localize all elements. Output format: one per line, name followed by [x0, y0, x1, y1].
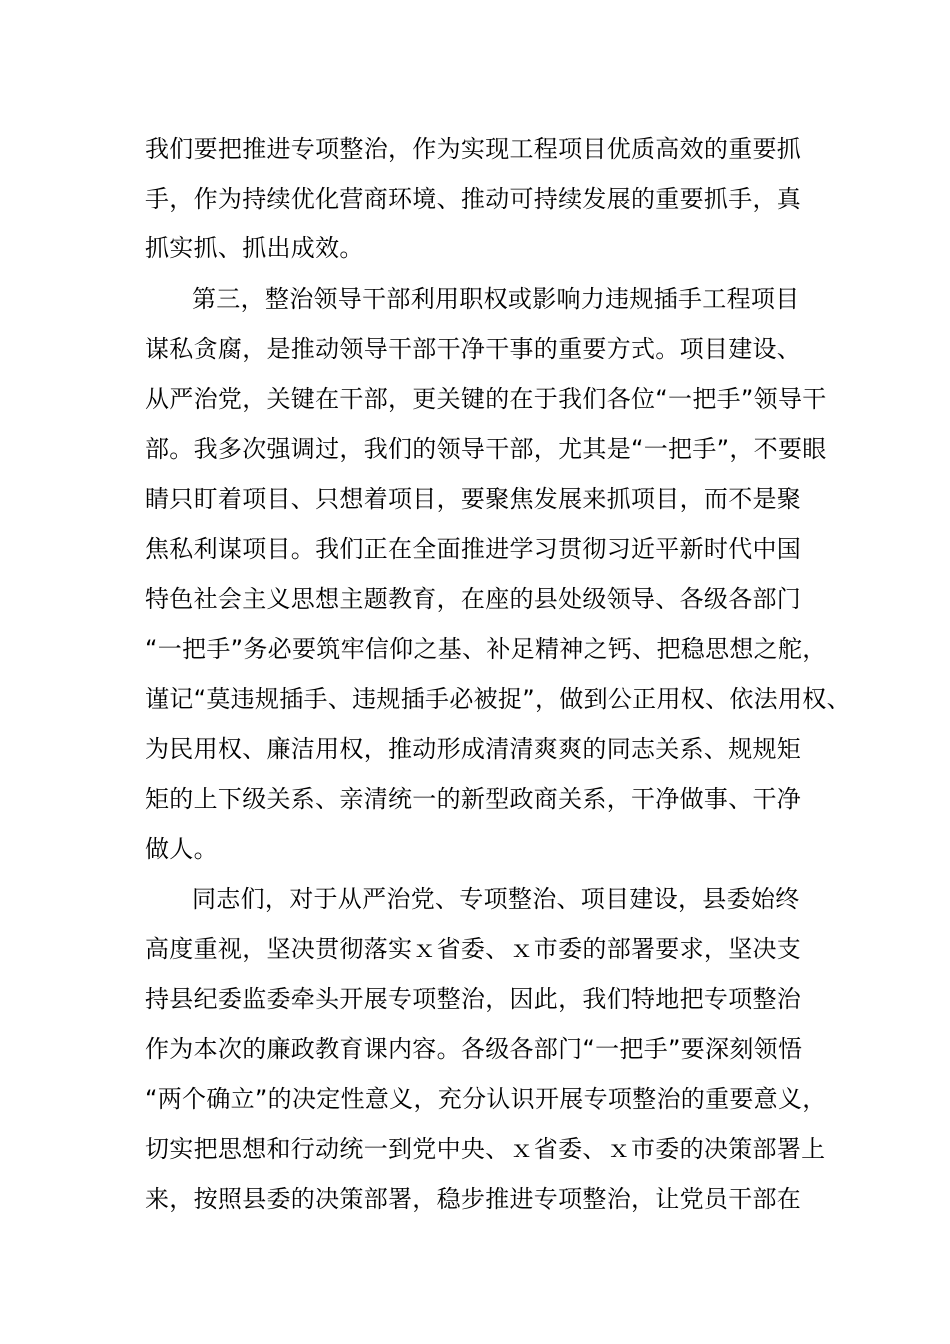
text-line: 做人。 — [145, 835, 218, 863]
text-line: 为民用权、廉洁用权，推动形成清清爽爽的同志关系、规规矩 — [145, 735, 802, 763]
text-line: 第三，整治领导干部利用职权或影响力违规插手工程项目 — [192, 285, 800, 313]
text-line: 谋私贪腐，是推动领导干部干净干事的重要方式。项目建设、 — [145, 335, 802, 363]
text-line: “两个确立”的决定性意义，充分认识开展专项整治的重要意义， — [145, 1085, 827, 1113]
text-line: 睛只盯着项目、只想着项目，要聚焦发展来抓项目，而不是聚 — [145, 485, 802, 513]
text-line: 抓实抓、抓出成效。 — [145, 234, 364, 262]
text-line: 切实把思想和行动统一到党中央、ｘ省委、ｘ市委的决策部署上 — [145, 1135, 826, 1163]
text-line: 作为本次的廉政教育课内容。各级各部门“一把手”要深刻领悟 — [145, 1035, 803, 1063]
text-line: 高度重视，坚决贯彻落实ｘ省委、ｘ市委的部署要求，坚决支 — [145, 935, 802, 963]
text-line: 谨记“莫违规插手、违规插手必被捉”，做到公正用权、依法用权、 — [145, 685, 851, 713]
text-line: 从严治党，关键在干部，更关键的在于我们各位“一把手”领导干 — [145, 385, 827, 413]
text-line: 部。我多次强调过，我们的领导干部，尤其是“一把手”，不要眼 — [145, 435, 827, 463]
text-line: “一把手”务必要筑牢信仰之基、补足精神之钙、把稳思想之舵， — [145, 635, 827, 663]
text-line: 焦私利谋项目。我们正在全面推进学习贯彻习近平新时代中国 — [145, 535, 802, 563]
text-line: 来，按照县委的决策部署，稳步推进专项整治，让党员干部在 — [145, 1185, 802, 1213]
text-line: 特色社会主义思想主题教育，在座的县处级领导、各级各部门 — [145, 585, 802, 613]
text-line: 我们要把推进专项整治，作为实现工程项目优质高效的重要抓 — [145, 135, 802, 163]
text-line: 矩的上下级关系、亲清统一的新型政商关系，干净做事、干净 — [145, 785, 802, 813]
text-line: 手，作为持续优化营商环境、推动可持续发展的重要抓手，真 — [145, 185, 802, 213]
text-line: 持县纪委监委牵头开展专项整治，因此，我们特地把专项整治 — [145, 985, 802, 1013]
text-line: 同志们，对于从严治党、专项整治、项目建设，县委始终 — [192, 885, 800, 913]
